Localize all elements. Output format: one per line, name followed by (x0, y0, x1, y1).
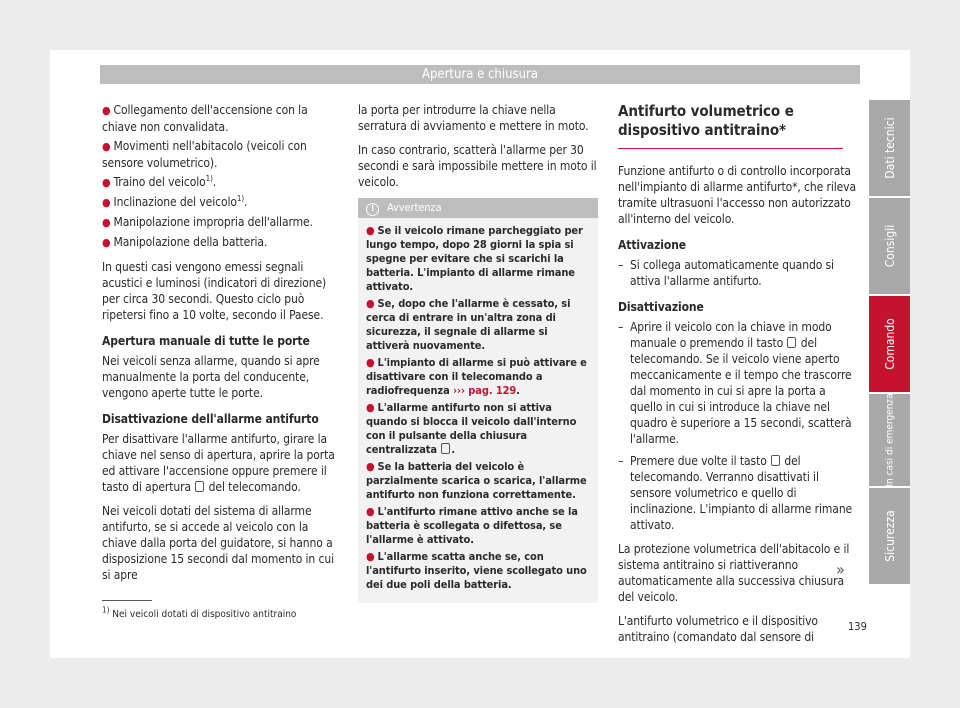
bullet-icon: ● (102, 216, 111, 229)
bullet-icon: ● (366, 401, 375, 414)
dash-icon: – (618, 454, 624, 468)
bullet-icon: ● (366, 297, 375, 310)
paragraph: la porta per introdurre la chiave nella serratura di avviamento e mettere in moto. (358, 103, 589, 133)
tab-sicurezza[interactable]: Sicurezza (869, 488, 910, 584)
warning-item: ● Se, dopo che l'allarme è cessato, si cerca di entrare in un'altra zona di sicurezza, il segnale di allarme si attiverà nuovamente. (366, 297, 571, 352)
unlock-key-icon (787, 337, 796, 348)
section-title: Antifurto volumetrico e dispositivo antitraino* (618, 102, 794, 139)
footnote-ref: 1) (205, 174, 213, 183)
bullet-icon: ● (102, 176, 111, 189)
list-item: ● Collegamento dell'accensione con la chiave non convalidata. (102, 103, 308, 134)
paragraph: Funzione antifurto o di controllo incorporata nell'impianto di allarme antifurto*, che rileva tramite ultrasuoni l'accesso non autorizzato all'interno del veicolo. (618, 164, 856, 226)
info-icon: ! (366, 203, 379, 216)
subheading: Apertura manuale di tutte le porte (102, 334, 310, 348)
bullet-icon: ● (102, 236, 111, 249)
warning-box (358, 198, 598, 603)
subheading: Disattivazione (618, 300, 704, 314)
tab-comando[interactable]: Comando (869, 296, 910, 392)
paragraph: Nei veicoli dotati del sistema di allarme antifurto, se si accede al veicolo con la chiave dalla porta del guidatore, si hanno a disposizione 15 secondi dal momento in cui si apre (102, 504, 334, 582)
list-item: ● Manipolazione della batteria. (102, 235, 268, 249)
dash-icon: – (618, 320, 624, 334)
warning-item: ● L'allarme antifurto non si attiva quando si blocca il veicolo dall'interno con il pulsante della chiusura centralizzata . (366, 401, 577, 456)
paragraph: La protezione volumetrica dell'abitacolo e il sistema antitraino si riattiveranno automaticamente alla successiva chiusura del veicolo. (618, 542, 850, 604)
tab-consigli[interactable]: Consigli (869, 198, 910, 294)
warning-item: ● Se la batteria del veicolo è parzialmente scarica o scarica, l'allarme antifurto non funziona correttamente. (366, 460, 587, 501)
unlock-key-icon (195, 481, 204, 492)
footnote-rule (102, 600, 152, 601)
warning-item: ● L'impianto di allarme si può attivare e disattivare con il telecomando a radiofrequenza ››› pag. 129. (366, 356, 587, 397)
bullet-icon: ● (366, 460, 375, 473)
footnote: $^{1)}$ Nei veicoli dotati di dispositivo antitraino (102, 605, 297, 620)
page-number: 139 (848, 620, 867, 633)
tab-dati-tecnici[interactable]: Dati tecnici (869, 100, 910, 196)
warning-item: ● L'antifurto rimane attivo anche se la batteria è scollegata o difettosa, se l'allarme è attivato. (366, 505, 578, 546)
warning-item: ● Se il veicolo rimane parcheggiato per lungo tempo, dopo 28 giorni la spia si spegne per evitare che si scarichi la batteria. L'impianto di allarme rimane attivato. (366, 224, 583, 293)
subheading: Disattivazione dell'allarme antifurto (102, 412, 319, 426)
bullet-icon: ● (102, 196, 111, 209)
list-item: ● Movimenti nell'abitacolo (veicoli con sensore volumetrico). (102, 139, 307, 170)
bullet-icon: ● (366, 356, 375, 369)
continue-icon: » (836, 560, 845, 579)
list-item: ● Traino del veicolo$^{1)}$. (102, 174, 217, 189)
page-link[interactable]: ››› pag. 129 (453, 384, 517, 397)
column-1 (102, 102, 344, 591)
warning-item: ● L'allarme scatta anche se, con l'antifurto inserito, viene scollegato uno dei due poli della batteria. (366, 550, 587, 591)
paragraph: Per disattivare l'allarme antifurto, girare la chiave nel senso di apertura, aprire la porta ed attivare l'accensione oppure premere il tasto di apertura del telecomando. (102, 432, 335, 494)
lock-button-icon (441, 443, 450, 454)
bullet-icon: ● (366, 224, 375, 237)
bullet-icon: ● (366, 550, 375, 563)
column-3 (618, 102, 858, 653)
column-2 (358, 102, 603, 603)
lock-key-icon (771, 455, 780, 466)
paragraph: Nei veicoli senza allarme, quando si apre manualmente la porta del conducente, vengono aperte tutte le porte. (102, 354, 320, 400)
list-item: ● Inclinazione del veicolo$^{1)}$. (102, 194, 248, 209)
footnote-ref: 1) (236, 194, 245, 203)
list-item: – Premere due volte il tasto del telecomando. Verranno disattivati il sensore volumetrico e quello di inclinazione. L'impianto di allarme rimane attivato. (618, 454, 853, 532)
bullet-icon: ● (102, 140, 111, 153)
list-item: – Si collega automaticamente quando si attiva l'allarme antifurto. (618, 258, 834, 288)
paragraph: L'antifurto volumetrico e il dispositivo antitraino (comandato dal sensore di (618, 614, 818, 644)
title-rule (618, 148, 843, 149)
paragraph: In caso contrario, scatterà l'allarme per 30 secondi e sarà impossibile mettere in moto il veicolo. (358, 143, 597, 189)
list-item: – Aprire il veicolo con la chiave in modo manuale o premendo il tasto del telecomando. Se il veicolo viene aperto meccanicamente e il tempo che trascorre dal momento in cui si apre la porta a quello in cui si introduce la chiave nel quadro è superiore a 15 secondi, scatterà l'allarme. (618, 320, 852, 446)
warning-header: ! Avvertenza (358, 198, 598, 218)
tab-emergenza[interactable]: In casi di emergenza (869, 394, 910, 486)
bullet-icon: ● (366, 505, 375, 518)
list-item: ● Manipolazione impropria dell'allarme. (102, 215, 313, 229)
dash-icon: – (618, 258, 624, 272)
warning-body (358, 218, 598, 603)
page-header: Apertura e chiusura (100, 65, 860, 84)
paragraph: In questi casi vengono emessi segnali acustici e luminosi (indicatori di direzione) per circa 30 secondi. Questo ciclo può ripetersi fino a 10 volte, secondo il Paese. (102, 260, 327, 322)
bullet-icon: ● (102, 104, 111, 117)
subheading: Attivazione (618, 238, 687, 252)
